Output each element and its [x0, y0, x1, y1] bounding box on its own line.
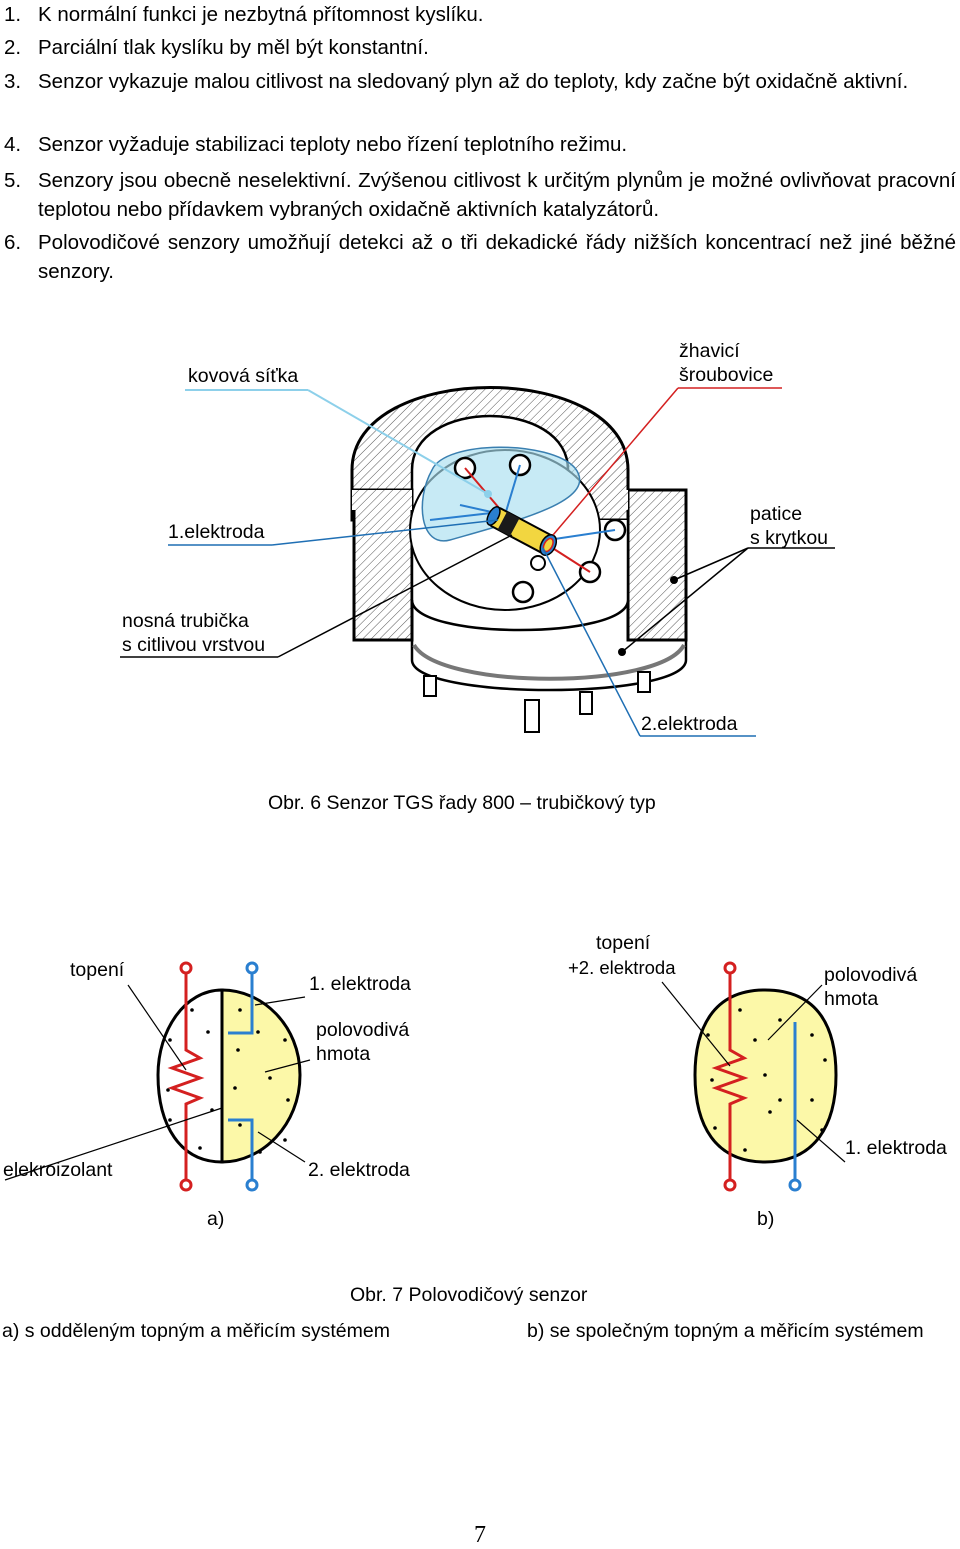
figure-7-subcaption-b: b) se společným topným a měřicím systémem — [527, 1320, 924, 1342]
figure-7b-drawing — [662, 963, 845, 1190]
list-item-number: 6. — [4, 231, 22, 254]
label-electrode2: 2.elektroda — [641, 713, 738, 735]
list-item-number: 4. — [4, 133, 22, 156]
label-tube-line2: s citlivou vrstvou — [122, 634, 266, 656]
label-semi-b-line1: polovodivá — [824, 964, 918, 986]
list-item-text: Senzory jsou obecně neselektivní. Zvýšenou citlivost k určitým plynům je možné ovlivňovat pracovní teplotou nebo přídavkem vybraných oxidačně aktivních katalyzátorů. — [38, 169, 956, 221]
list-item-text: K normální funkci je nezbytná přítomnost kyslíku. — [38, 3, 484, 26]
label-electrode2-a: 2. elektroda — [308, 1159, 410, 1181]
label-tube-line1: nosná trubička — [122, 610, 249, 632]
list-item-text: Senzor vykazuje malou citlivost na sledovaný plyn až do teploty, kdy začne být oxidačně aktivní. — [38, 70, 909, 93]
list-item-number: 3. — [4, 70, 22, 93]
label-electrode1-a: 1. elektroda — [309, 973, 411, 995]
list-item-text: Senzor vyžaduje stabilizaci teploty nebo řízení teplotního režimu. — [38, 133, 628, 156]
label-heater-line1: žhavicí — [679, 340, 740, 362]
page-number: 7 — [474, 1522, 486, 1548]
list-item-number: 2. — [4, 36, 22, 59]
figure-7-caption: Obr. 7 Polovodičový senzor — [350, 1284, 588, 1306]
label-part-b: b) — [757, 1208, 775, 1230]
list-item-number: 5. — [4, 169, 22, 192]
label-base-line2: s krytkou — [750, 527, 829, 549]
figure-6-caption: Obr. 6 Senzor TGS řady 800 – trubičkový typ — [268, 792, 656, 814]
label-heating-a: topení — [70, 959, 125, 981]
list-item-text: Polovodičové senzory umožňují detekci až o tři dekadické řády nižších koncentrací než jiné běžné senzory. — [38, 231, 956, 283]
label-base-line1: patice — [750, 503, 803, 525]
label-electrode1: 1.elektroda — [168, 521, 265, 543]
label-insulator: elekroizolant — [3, 1159, 113, 1181]
label-heating-b-line1: topení — [596, 932, 651, 954]
list-item-text: Parciální tlak kyslíku by měl být konstantní. — [38, 36, 429, 59]
label-semi-a-line1: polovodivá — [316, 1019, 410, 1041]
label-semi-b-line2: hmota — [824, 988, 879, 1010]
label-mesh: kovová síťka — [188, 365, 299, 387]
label-semi-a-line2: hmota — [316, 1043, 371, 1065]
label-heater-line2: šroubovice — [679, 364, 774, 386]
label-part-a: a) — [207, 1208, 225, 1230]
figure-7-subcaption-a: a) s odděleným topným a měřicím systémem — [2, 1320, 390, 1342]
label-electrode1-b: 1. elektroda — [845, 1137, 947, 1159]
label-heating-b-line2: +2. elektroda — [568, 957, 676, 978]
list-item-number: 1. — [4, 3, 22, 26]
figure-7a-drawing — [5, 963, 310, 1190]
